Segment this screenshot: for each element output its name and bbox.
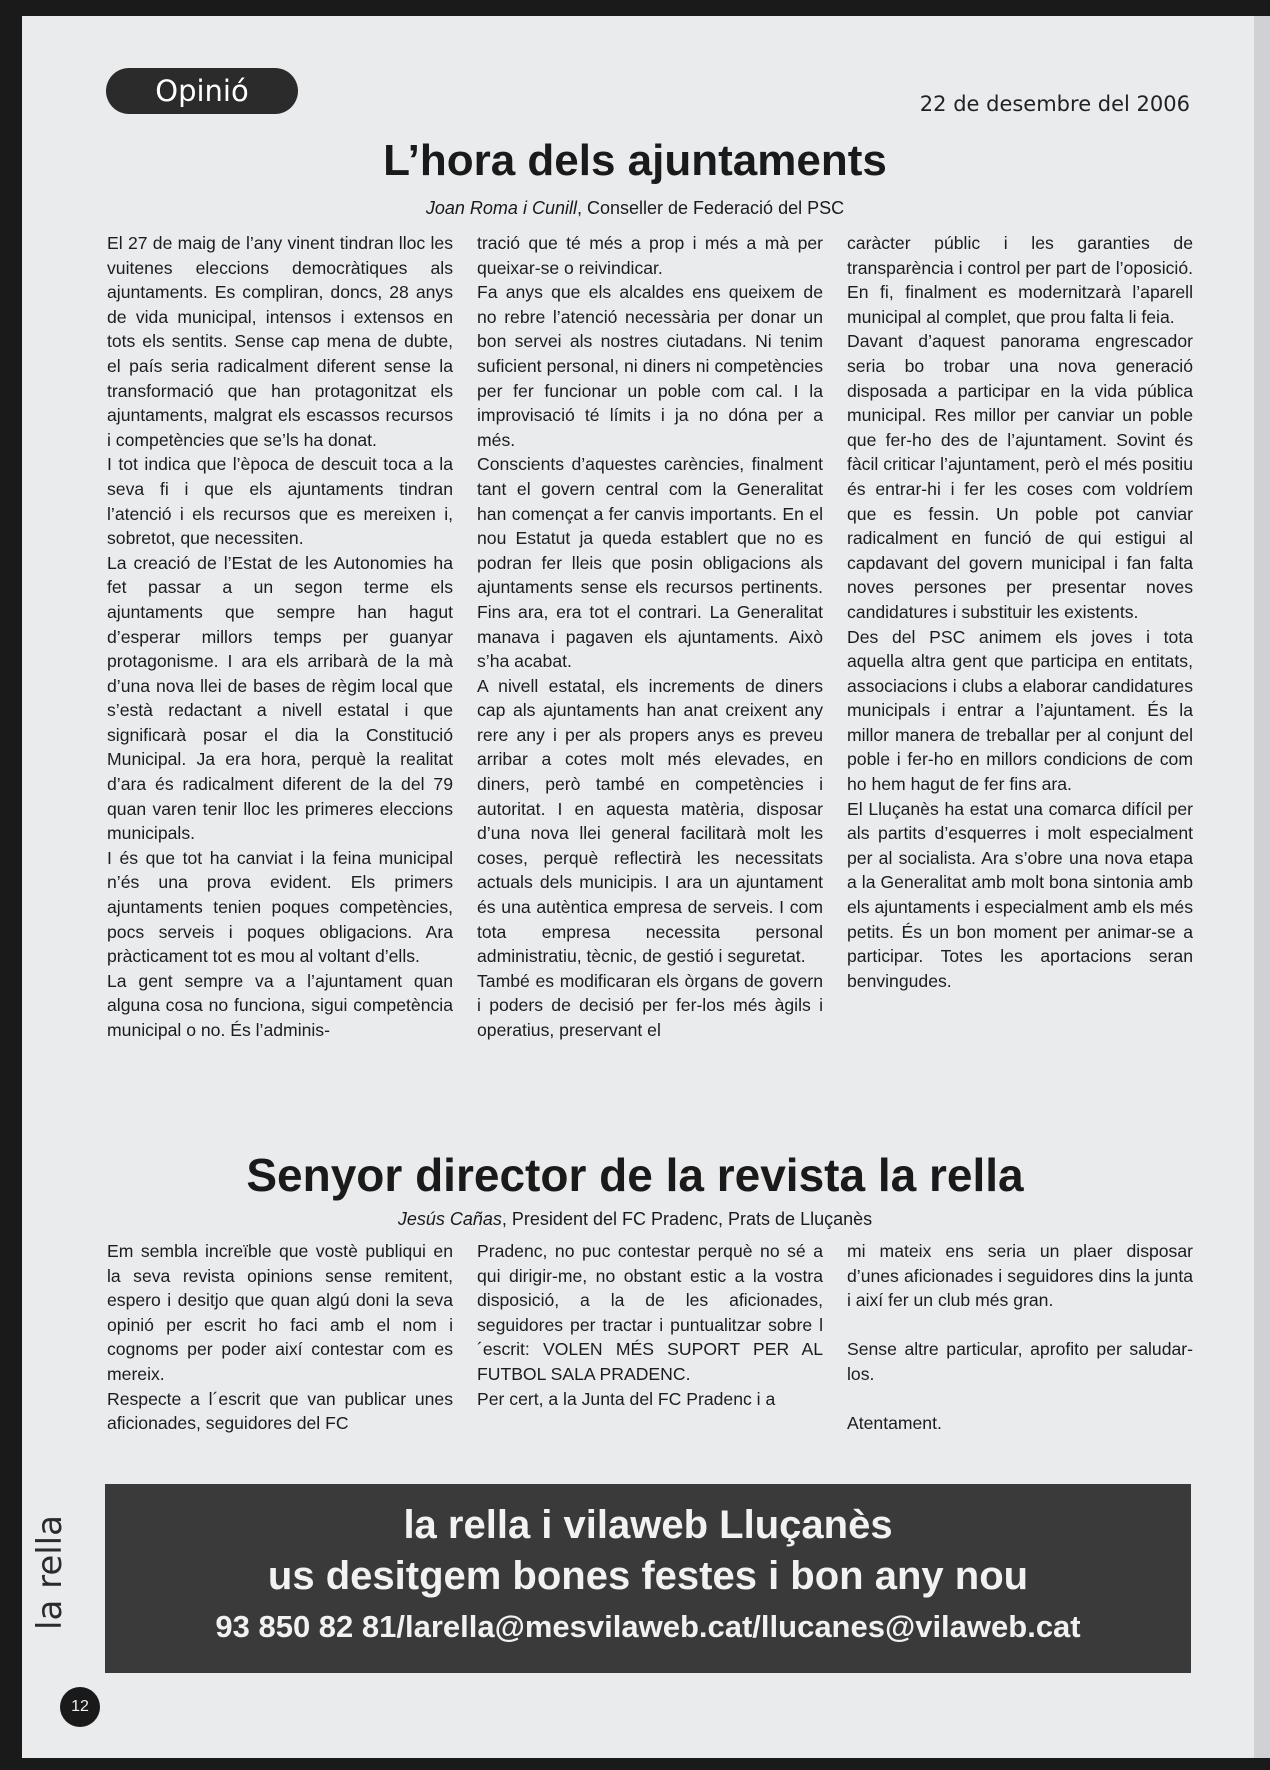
paragraph: El 27 de maig de l’any vinent tindran lloc les vuitenes eleccions democràtiques als ajuntaments. Es compliran, doncs, 28 anys de vida municipal, intensos i extensos en tots els sentits. Sense cap mena de dubte, el país seria radicalment diferent sense la transformació que han protagonitzat els ajuntaments, malgrat els escassos recursos i competències que se’ls ha donat. xyxy=(107,233,453,450)
paragraph: Respecte a l´escrit que van publicar unes aficionades, seguidores del FC xyxy=(107,1388,453,1434)
paragraph: Pradenc, no puc contestar perquè no sé a qui dirigir-me, no obstant estic a la vostra disposició, a la de les aficionades, seguidores per tractar i puntualitzar sobre l´escrit: VOLEN MÉS SUPORT PER AL FUTBOL SALA PRADENC. xyxy=(477,1241,823,1384)
paragraph: La creació de l’Estat de les Autonomies ha fet passar a un segon terme els ajuntaments que sempre han hagut d’esperar millors temps per guanyar protagonisme. I ara els arribarà de la mà d’una nova llei de bases de règim local que s’està redactant a nivell estatal i que significarà posar el dia la Constitució Municipal. Ja era hora, perquè la realitat d’ara és radicalment diferent de la del 79 quan varen tenir lloc les primeres eleccions municipals. xyxy=(107,552,453,844)
paragraph: tració que té més a prop i més a mà per queixar-se o reivindicar. xyxy=(477,233,823,278)
closing: Atentament. xyxy=(847,1413,942,1434)
article1-author: Joan Roma i Cunill xyxy=(425,198,577,218)
paragraph: Davant d’aquest panorama engrescador seria bo trobar una nova generació disposada a participar en la vida pública municipal. Res millor per canviar un poble que fer-ho des de l’ajuntament. Sovint és fàcil criticar l’ajuntament, però el més positiu és entrar-hi i fer les coses com voldríem que es fessin. Un poble pot canviar radicalment en funció de qui estigui al capdavant del govern municipal i fan falta noves persones per presentar noves candidatures i substituir les existents. xyxy=(847,331,1193,622)
article1-column-1 xyxy=(107,231,453,1043)
article1-title: L’hora dels ajuntaments xyxy=(383,136,887,185)
paragraph: També es modificaran els òrgans de govern i poders de decisió per fer-los més àgils i operatius, preservant el xyxy=(477,970,823,1040)
paragraph: Sense altre particular, aprofito per saludar-los. xyxy=(847,1339,1193,1384)
paragraph: Conscients d’aquestes carències, finalment tant el govern central com la Generalitat han començat a fer canvis importants. En el nou Estatut ja queda establert que no es podran fer lleis que posin obligacions als ajuntaments sense els recursos pertinents. Fins ara, era tot el contrari. La Generalitat manava i pagaven els ajuntaments. Això s’ha acabat. xyxy=(477,454,823,672)
spacer xyxy=(847,1313,1193,1338)
article1-role: , Conseller de Federació del PSC xyxy=(576,198,845,218)
paragraph: Fa anys que els alcaldes ens queixem de no rebre l’atenció necessària per donar un bon servei als nostres ciutadans. Ni tenim suficient personal, ni diners ni competències per fer funcionar un poble com cal. I la improvisació té límits i ja no dóna per a més. xyxy=(477,282,823,450)
paragraph: Em sembla increïble que vostè publiqui en la seva revista opinions sense remitent, espero i desitjo que quan algú doni la seva opinió per escrit ho faci amb el nom i cognoms per poder així contestar com es mereix. xyxy=(107,1241,453,1384)
paragraph: Des del PSC animem els joves i tota aquella altra gent que participa en entitats, associacions i clubs a elaborar candidatures municipals i entrar a l’ajuntament. És la millor manera de treballar per al conjunt del poble i fer-ho en millors condicions de com ho hem hagut de fer fins ara. xyxy=(847,626,1193,795)
article2-title: Senyor director de la revista la rella xyxy=(246,1149,1024,1201)
paragraph: A nivell estatal, els increments de diners cap als ajuntaments han anat creixent any rere any i per als propers anys es preveu arribar a cotes molt més elevades, en diners, però també en competències i autoritat. I en aquesta matèria, disposar d’una nova llei general facilitarà molt les coses, perquè reflectirà les necessitats actuals dels municipis. I ara un ajuntament és una autèntica empresa de serveis. I com tota empresa necessita personal administratiu, tècnic, de gestió i seguretat. xyxy=(477,675,823,967)
paragraph: caràcter públic i les garanties de transparència i control per part de l’oposició. En fi, finalment es modernitzarà l’aparell municipal al complet, que prou falta li feia. xyxy=(847,233,1193,327)
paragraph: El Lluçanès ha estat una comarca difícil per als partits d’esquerres i molt especialment per al socialista. Ara s’obre una nova etapa a la Generalitat amb molt bona sintonia amb els ajuntaments i especialment amb els més petits. És un bon moment per animar-se a participar. Totes les aportacions seran benvingudes. xyxy=(847,798,1193,991)
paragraph: La gent sempre va a l’ajuntament quan alguna cosa no funciona, sigui competència municipal o no. És l’adminis- xyxy=(107,970,453,1040)
page-edge xyxy=(1254,16,1270,1758)
paragraph: I és que tot ha canviat i la feina municipal n’és una prova evident. Els primers ajuntaments tenien poques competències, pocs serveis i poques obligacions. Ara pràcticament tot es mou al voltant d’ells. xyxy=(107,847,453,967)
issue-date: 22 de desembre del 2006 xyxy=(919,92,1190,116)
banner-line-1: la rella i vilaweb Lluçanès xyxy=(403,1503,893,1547)
article1-column-2 xyxy=(477,231,823,1043)
paragraph: I tot indica que l’època de descuit toca a la seva fi i que els ajuntaments tindran l’atenció i els recursos que es mereixen i, sobretot, que necessiten. xyxy=(107,454,453,549)
article2-column-2 xyxy=(477,1239,823,1411)
paragraph: Per cert, a la Junta del FC Pradenc i a xyxy=(477,1388,776,1409)
article2-column-1 xyxy=(107,1239,453,1436)
paragraph: mi mateix ens seria un plaer disposar d’unes aficionades i seguidores dins la junta i així fer un club més gran. xyxy=(847,1241,1193,1311)
section-badge: Opinió xyxy=(106,68,298,114)
greeting-banner xyxy=(105,1484,1191,1673)
page-number: 12 xyxy=(60,1687,100,1727)
article2-author: Jesús Cañas xyxy=(397,1209,502,1229)
article2-byline xyxy=(0,1209,1270,1230)
banner-line-2: us desitgem bones festes i bon any nou xyxy=(267,1554,1029,1598)
spacer xyxy=(847,1387,1193,1412)
article1-column-3 xyxy=(847,231,1193,993)
article2-role: , President del FC Pradenc, Prats de Lluçanès xyxy=(501,1209,873,1229)
article1-byline xyxy=(0,198,1270,219)
banner-contact: 93 850 82 81/larella@mesvilaweb.cat/llucanes@vilaweb.cat xyxy=(215,1609,1081,1644)
article2-column-3 xyxy=(847,1239,1193,1436)
magazine-name: la rella xyxy=(30,1515,70,1630)
